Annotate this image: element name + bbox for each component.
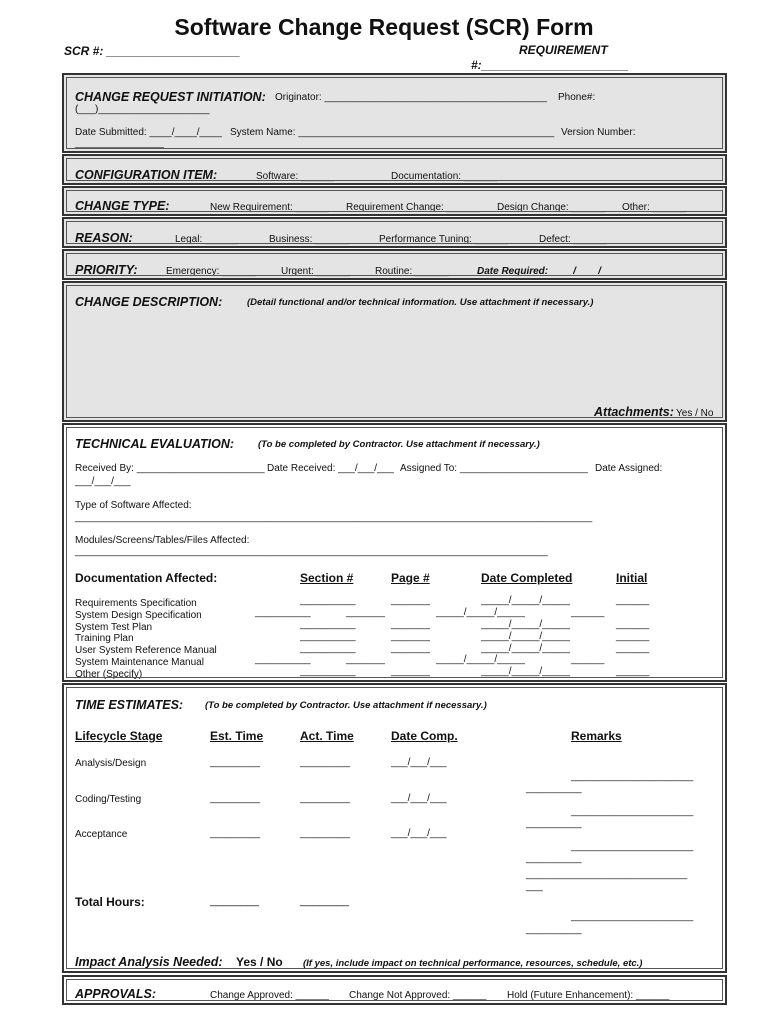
page-blank[interactable]: _______ [346, 654, 385, 665]
initial-blank[interactable]: ______ [571, 654, 605, 665]
tech-eval-header: TECHNICAL EVALUATION: [75, 437, 235, 451]
date-assigned-label: Date Assigned: [595, 463, 663, 474]
requirement-label: REQUIREMENT [519, 43, 608, 57]
documentation-list [75, 598, 217, 681]
date-blank[interactable]: _____/_____/_____ [481, 595, 570, 606]
doc-item: Requirements Specification [75, 598, 197, 609]
time-estimates-note: (To be completed by Contractor. Use attachment if necessary.) [205, 700, 487, 711]
modules-affected-field[interactable]: _____________________________________________________________________________________ [75, 546, 548, 557]
config-item-section [62, 154, 727, 185]
total-hours-label: Total Hours: [75, 895, 145, 909]
design-change-field[interactable]: Design Change: ______ [497, 202, 605, 213]
remarks-line[interactable]: ___ [526, 881, 543, 892]
est-time-blank[interactable]: _________ [210, 793, 261, 804]
total-est-blank[interactable]: ________ [210, 895, 259, 907]
impact-analysis-label: Impact Analysis Needed: [75, 955, 223, 969]
date-submitted-field[interactable]: Date Submitted: ____/____/____ [75, 127, 222, 138]
section-blank[interactable]: __________ [300, 595, 356, 606]
received-by-field[interactable]: Received By: _______________________ [75, 463, 265, 474]
date-blank-group[interactable]: _____/_____/_____ _____/_____/_____ _____/_____/_____ [481, 619, 570, 654]
date-comp-blank[interactable]: ___/___/___ [391, 828, 447, 839]
remarks-line[interactable]: __________ [526, 783, 582, 794]
section-blank-group[interactable]: __________ __________ __________ [300, 619, 356, 654]
description-section [62, 281, 727, 422]
doc-item: System Maintenance Manual [75, 656, 204, 668]
date-received-field[interactable]: Date Received: ___/___/___ [267, 463, 394, 474]
description-header: CHANGE DESCRIPTION: [75, 295, 223, 309]
total-act-blank[interactable]: ________ [300, 895, 349, 907]
other-field[interactable]: Other: ______ [622, 202, 686, 213]
act-time-blank[interactable]: _________ [300, 828, 351, 839]
documentation-field[interactable]: Documentation: ______ [391, 171, 498, 182]
remarks-line[interactable]: ______________________ [571, 911, 694, 922]
doc-item: Other (Specify) [75, 668, 143, 680]
remarks-line[interactable]: ______________________ [571, 841, 694, 852]
defect-field[interactable]: Defect: ______ [539, 234, 607, 245]
assigned-to-field[interactable]: Assigned To: _______________________ [400, 463, 588, 474]
est-time-blank[interactable]: _________ [210, 757, 261, 768]
initial-blank[interactable]: ______ [616, 666, 650, 677]
technical-evaluation-section [62, 423, 727, 682]
modules-affected-label: Modules/Screens/Tables/Files Affected: [75, 535, 250, 546]
est-time-header: Est. Time [210, 729, 264, 743]
emergency-field[interactable]: Emergency: ______ [166, 266, 256, 277]
date-blank[interactable]: _____/_____/_____ [436, 607, 525, 618]
stage-label: Acceptance [75, 829, 128, 840]
section-blank[interactable]: __________ [300, 666, 356, 677]
change-type-header: CHANGE TYPE: [75, 199, 170, 213]
initial-blank-group[interactable]: ______ ______ ______ [616, 619, 650, 654]
version-number-field[interactable]: ________________ [75, 138, 164, 149]
page-blank[interactable]: _______ [391, 666, 430, 677]
date-blank[interactable]: _____/_____/_____ [436, 654, 525, 665]
attachments-yes-no[interactable]: Yes / No [676, 408, 714, 419]
date-completed-column-header: Date Completed [481, 571, 573, 585]
performance-tuning-field[interactable]: Performance Tuning: ______ [379, 234, 508, 245]
initial-blank[interactable]: ______ [616, 595, 650, 606]
tech-eval-note: (To be completed by Contractor. Use attachment if necessary.) [258, 439, 540, 450]
priority-section [62, 249, 727, 280]
documentation-affected-label: Documentation Affected: [75, 571, 218, 585]
hold-future-enhancement-field[interactable]: Hold (Future Enhancement): ______ [507, 990, 670, 1001]
lifecycle-stage-header: Lifecycle Stage [75, 729, 163, 743]
act-time-blank[interactable]: _________ [300, 757, 351, 768]
time-estimates-section [62, 683, 727, 973]
version-number-label: Version Number: [561, 127, 636, 138]
initial-blank[interactable]: ______ [571, 607, 605, 618]
phone-label: Phone#: [558, 92, 596, 103]
stage-label: Analysis/Design [75, 758, 147, 769]
section-blank[interactable]: __________ [255, 654, 311, 665]
type-software-field[interactable]: _____________________________________________________________________________________________ [75, 512, 593, 523]
page-blank-group[interactable]: _______ _______ _______ [391, 619, 430, 654]
description-note: (Detail functional and/or technical information. Use attachment if necessary.) [247, 297, 594, 308]
requirement-number-field[interactable]: #:______________________ [471, 58, 629, 72]
reason-section [62, 217, 727, 248]
doc-item: System Test Plan [75, 621, 153, 633]
routine-field[interactable]: Routine: ______ [375, 266, 449, 277]
phone-field[interactable]: (___)____________________ [75, 104, 210, 115]
act-time-header: Act. Time [300, 729, 354, 743]
date-comp-header: Date Comp. [391, 729, 458, 743]
page-blank[interactable]: _______ [391, 595, 430, 606]
attachments-label: Attachments: [594, 405, 674, 419]
est-time-blank[interactable]: _________ [210, 828, 261, 839]
config-item-header: CONFIGURATION ITEM: [75, 168, 218, 182]
remarks-line[interactable]: __________ [526, 818, 582, 829]
doc-item: Training Plan [75, 633, 134, 645]
remarks-line[interactable]: ______________________ [571, 806, 694, 817]
time-estimates-header: TIME ESTIMATES: [75, 698, 184, 712]
remarks-line[interactable]: _____________________________ [526, 869, 688, 880]
legal-field[interactable]: Legal: ______ [175, 234, 239, 245]
scr-number-field[interactable]: SCR #: ____________________ [64, 44, 241, 58]
remarks-line[interactable]: __________ [526, 853, 582, 864]
change-not-approved-field[interactable]: Change Not Approved: ______ [349, 990, 487, 1001]
initiation-header: CHANGE REQUEST INITIATION: [75, 90, 266, 104]
doc-item: User System Reference Manual [75, 645, 217, 657]
impact-note: (If yes, include impact on technical performance, resources, schedule, etc.) [303, 958, 643, 969]
act-time-blank[interactable]: _________ [300, 793, 351, 804]
new-requirement-field[interactable]: New Requirement: ______ [210, 202, 329, 213]
requirement-change-field[interactable]: Requirement Change: ______ [346, 202, 480, 213]
section-blank[interactable]: __________ [255, 607, 311, 618]
date-blank[interactable]: _____/_____/_____ [481, 666, 570, 677]
date-comp-blank[interactable]: ___/___/___ [391, 757, 447, 768]
remarks-header: Remarks [571, 729, 622, 743]
initial-column-header: Initial [616, 571, 648, 585]
change-type-section [62, 186, 727, 216]
priority-header: PRIORITY: [75, 263, 138, 277]
remarks-line[interactable]: ______________________ [571, 771, 694, 782]
page-column-header: Page # [391, 571, 430, 585]
remarks-line[interactable]: __________ [526, 924, 582, 935]
reason-header: REASON: [75, 231, 133, 245]
approvals-header: APPROVALS: [75, 987, 157, 1001]
approvals-section [62, 975, 727, 1005]
stage-label: Coding/Testing [75, 794, 142, 805]
initiation-section [62, 73, 727, 153]
system-name-field[interactable]: System Name: ______________________________________________ [230, 127, 555, 138]
originator-field[interactable]: Originator: ________________________________________ [275, 92, 547, 103]
urgent-field[interactable]: Urgent: ______ [281, 266, 350, 277]
impact-yes-no[interactable]: Yes / No [236, 955, 283, 969]
doc-item: System Design Specification [75, 609, 202, 621]
change-approved-field[interactable]: Change Approved: ______ [210, 990, 329, 1001]
business-field[interactable]: Business: ______ [269, 234, 349, 245]
date-comp-blank[interactable]: ___/___/___ [391, 793, 447, 804]
date-assigned-field[interactable]: ___/___/___ [75, 476, 131, 487]
section-column-header: Section # [300, 571, 354, 585]
software-field[interactable]: Software: ______ [256, 171, 335, 182]
date-required-field[interactable]: Date Required: ____/____/____ [477, 266, 624, 277]
page-blank[interactable]: _______ [346, 607, 385, 618]
form-title: Software Change Request (SCR) Form [174, 14, 594, 40]
type-software-label: Type of Software Affected: [75, 500, 192, 511]
